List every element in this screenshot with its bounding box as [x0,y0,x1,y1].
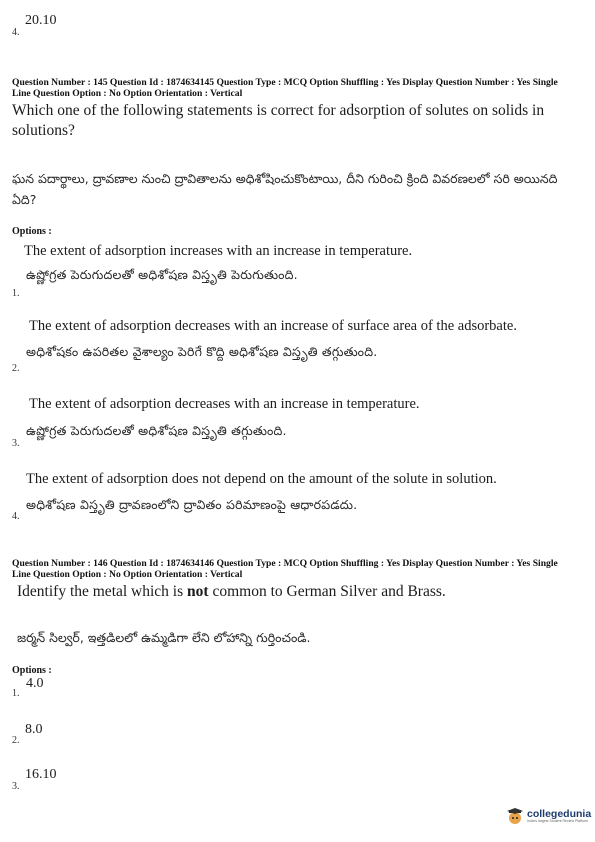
emphasis-text: not [187,583,209,600]
collegedunia-logo [506,807,591,825]
option-number: 2. [12,735,20,746]
option-text-te: అధిశోషకం ఉపరితల వైశాల్యం పెరిగే కొద్ది అధిశోషణ విస్తృతి తగ్గుతుంది. [26,344,378,359]
option-number: 3. [12,438,20,449]
brand-tagline: India's largest Student Review Platform [527,819,588,823]
options-label: Options : [12,665,52,676]
option-text-te: ఉష్ణోగ్రత పెరుగుదలతో అధిశోషణ విస్తృతి పెరుగుతుంది. [26,267,298,282]
options-label: Options : [12,226,52,237]
option-number: 4. [12,27,20,38]
option-value: 20.10 [25,13,57,28]
option-text-te: అధిశోషణ విస్తృతి ద్రావణంలోని ద్రావితం పరిమాణంపై ఆధారపడదు. [26,497,358,512]
question-text-part: common to German Silver and Brass. [208,583,446,600]
question-meta: Question Number : 146 Question Id : 1874634146 Question Type : MCQ Option Shuffling : Yes Display Question Number : Yes Single Line Question Option : No Option Orientation : Vertical [12,558,558,580]
option-value: 8.0 [25,722,43,737]
option-number: 2. [12,363,20,374]
option-text-en: The extent of adsorption decreases with an increase of surface area of the adsorbate. [29,318,517,334]
graduate-mascot-icon [506,807,524,825]
question-meta: Question Number : 145 Question Id : 1874634145 Question Type : MCQ Option Shuffling : Yes Display Question Number : Yes Single Line Question Option : No Option Orientation : Vertical [12,77,558,99]
option-number: 1. [12,688,20,699]
option-text-en: The extent of adsorption decreases with an increase in temperature. [29,396,420,412]
question-text-te: ఘన పదార్థాలు, ద్రావణాల నుంచి ద్రావితాలను అధిశోషించుకొంటాయి, దీని గురించి క్రింది వివరణలలో సరి అయినది ఏది? [12,171,558,207]
option-number: 1. [12,288,20,299]
option-number: 3. [12,781,20,792]
question-text-en: Which one of the following statements is correct for adsorption of solutes on solids in solutions? [12,102,545,139]
option-text-en: The extent of adsorption does not depend on the amount of the solute in solution. [26,471,497,487]
brand-name: collegedunia [527,808,592,820]
question-text-en [17,582,577,602]
question-text-part: Identify the metal which is [17,583,188,600]
question-text-te: జర్మన్ సిల్వర్, ఇత్తడిలలో ఉమ్మడిగా లేని లోహాన్ని గుర్తించండి. [17,630,311,645]
option-text-te: ఉష్ణోగ్రత పెరుగుదలతో అధిశోషణ విస్తృతి తగ్గుతుంది. [26,423,287,438]
option-text-en: The extent of adsorption increases with an increase in temperature. [24,243,413,259]
option-number: 4. [12,511,20,522]
option-value: 16.10 [25,767,57,782]
option-value: 4.0 [26,676,44,691]
